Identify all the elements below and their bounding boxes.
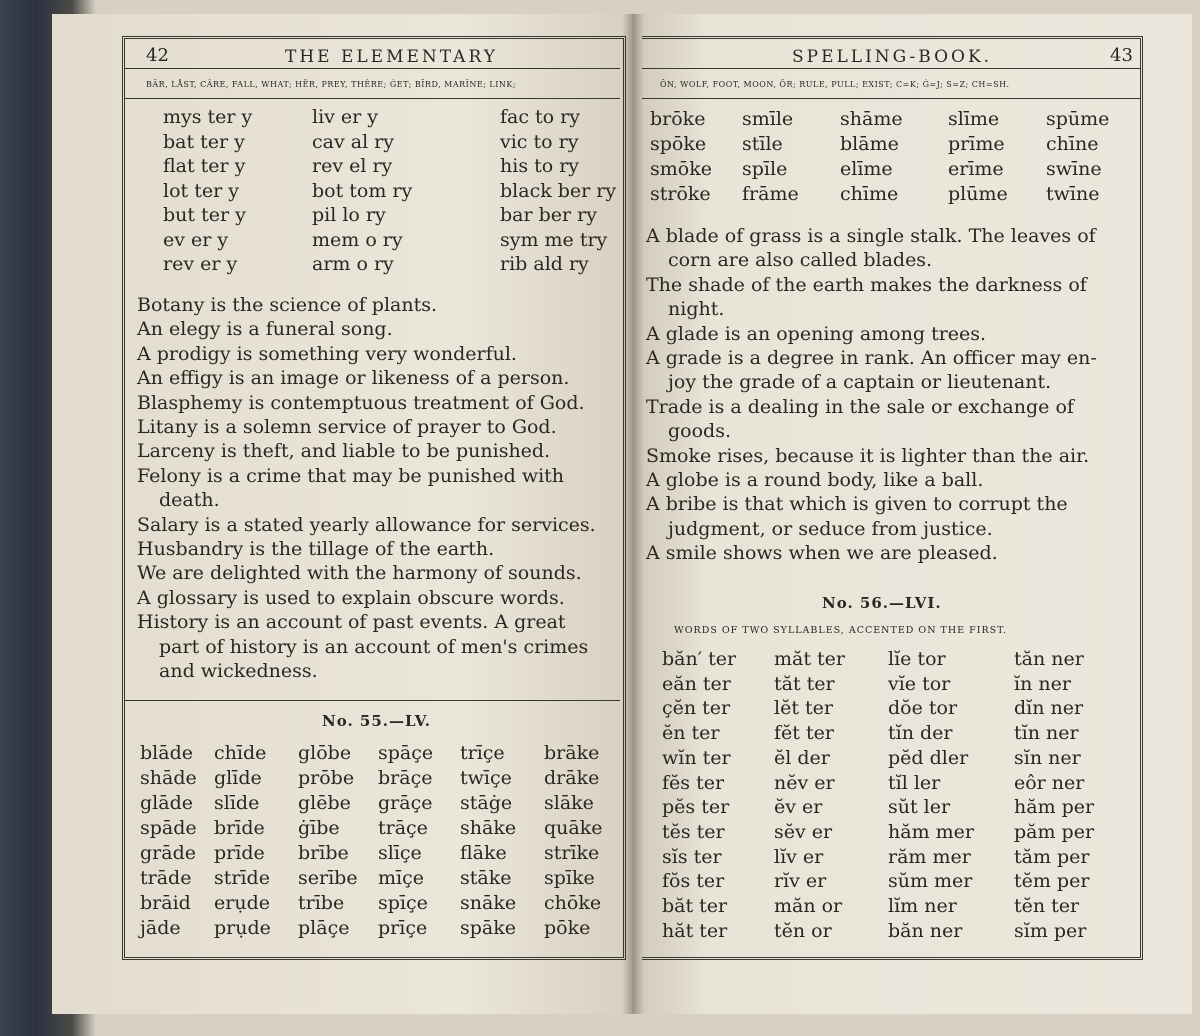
right-page-number: 43 — [1110, 45, 1133, 66]
sentence-line: An effigy is an image or likeness of a person. — [137, 367, 570, 390]
lesson-word: tĭl ler — [888, 771, 941, 794]
word-cell: frāme — [742, 183, 799, 205]
lesson-word: sŭm mer — [888, 870, 973, 893]
lesson-word: sĭs ter — [662, 845, 722, 868]
word-cell: chīme — [840, 183, 899, 205]
left-running-head: THE ELEMENTARY — [285, 47, 498, 67]
word-cell: mem o ry — [312, 228, 403, 251]
sentence-line: The shade of the earth makes the darkness of — [646, 273, 1087, 296]
word-cell: mys ter y — [163, 106, 253, 128]
word-cell: smōke — [650, 158, 712, 180]
word-cell: his to ry — [500, 155, 580, 177]
sentence-line: Salary is a stated yearly allowance for services. — [137, 513, 596, 536]
lesson-word: chōke — [544, 892, 602, 914]
word-cell: stīle — [742, 133, 783, 155]
word-cell: but ter y — [163, 204, 246, 226]
word-cell: twīne — [1046, 183, 1100, 205]
right-key-rule — [642, 98, 1140, 99]
lesson-word: çĕn ter — [662, 697, 731, 720]
word-cell: pil lo ry — [312, 204, 386, 226]
word-cell: erīme — [948, 158, 1004, 180]
lesson-word: brāçe — [378, 767, 433, 789]
lesson-word: tĭn der — [888, 722, 953, 745]
sentence-line: Botany is the science of plants. — [137, 294, 438, 316]
lesson-word: lĭv er — [774, 845, 824, 868]
sentence-line: A bribe is that which is given to corrupt the — [646, 493, 1068, 516]
sentence-line: Husbandry is the tillage of the earth. — [137, 538, 495, 560]
lesson-word: eôr ner — [1014, 771, 1085, 794]
word-cell: rev el ry — [312, 155, 393, 177]
sentence-line: Felony is a crime that may be punished with — [137, 464, 565, 487]
sentence-line: Litany is a solemn service of prayer to God. — [137, 416, 557, 438]
sentence-line: History is an account of past events. A great — [137, 611, 566, 634]
lesson-word: quāke — [544, 817, 603, 839]
word-cell: spūme — [1046, 108, 1110, 130]
sentence-line: Larceny is theft, and liable to be punished. — [137, 440, 551, 463]
lesson-word: brībe — [298, 842, 349, 864]
lesson-word: shāde — [140, 767, 197, 789]
lesson-word: spāde — [140, 817, 197, 839]
lesson-word: tĕn ter — [1014, 895, 1080, 917]
lesson-word: hăm per — [1014, 796, 1095, 819]
lesson-word: vĭe tor — [888, 672, 951, 695]
sentence-line: Trade is a dealing in the sale or exchange of — [646, 395, 1074, 418]
lesson-word: tăn ner — [1014, 648, 1084, 670]
word-cell: chīne — [1046, 133, 1099, 155]
word-cell: bar ber ry — [500, 204, 597, 226]
lesson-word: lĕt ter — [774, 697, 833, 720]
sentence-line: judgment, or seduce from justice. — [668, 517, 993, 540]
lesson-word: chīde — [214, 742, 267, 764]
lesson-word: ĭn ner — [1014, 672, 1071, 695]
lesson-word: sĭm per — [1014, 919, 1087, 942]
lesson-word: flāke — [460, 842, 507, 864]
right-header-rule — [642, 68, 1140, 69]
lesson-word: shāke — [460, 817, 517, 839]
word-cell: rib ald ry — [500, 253, 589, 275]
sentence-line: death. — [159, 489, 220, 512]
lesson-word: fĕt ter — [774, 722, 834, 745]
sentence-line: A grade is a degree in rank. An officer may en- — [646, 347, 1097, 369]
lesson-word: mīçe — [378, 867, 424, 889]
right-section-subtitle: WORDS OF TWO SYLLABLES, ACCENTED ON THE FIRST. — [674, 625, 1008, 636]
lesson-word: sŭt ler — [888, 796, 951, 819]
word-cell: spīle — [742, 158, 788, 180]
sentence-line: and wickedness. — [159, 660, 318, 682]
lesson-word: trāde — [140, 867, 192, 889]
lesson-word: blāde — [140, 742, 193, 764]
word-cell: spōke — [650, 133, 707, 155]
lesson-word: stāġe — [460, 792, 513, 814]
word-cell: arm o ry — [312, 253, 394, 275]
lesson-word: prụde — [214, 917, 271, 939]
word-cell: prīme — [948, 133, 1005, 155]
word-cell: fac to ry — [500, 106, 580, 128]
lesson-word: pōke — [544, 917, 591, 939]
word-cell: elīme — [840, 158, 893, 180]
lesson-word: grāçe — [378, 792, 433, 814]
word-cell: vic to ry — [500, 130, 579, 153]
lesson-word: prōbe — [298, 767, 355, 789]
lesson-word: fĕs ter — [662, 771, 725, 794]
lesson-word: glīde — [214, 767, 262, 789]
word-cell: liv er y — [312, 106, 379, 128]
left-header-rule — [125, 68, 620, 69]
lesson-word: păm per — [1014, 820, 1095, 843]
left-key-rule — [125, 98, 620, 99]
sentence-line: joy the grade of a captain or lieutenant. — [668, 371, 1052, 394]
lesson-word: dŏe tor — [888, 697, 958, 720]
lesson-word: măn or — [774, 895, 843, 917]
lesson-word: slāke — [544, 792, 594, 814]
lesson-word: tăt ter — [774, 672, 835, 695]
sentence-line: goods. — [668, 420, 731, 443]
lesson-word: ġībe — [298, 817, 340, 839]
lesson-word: glōbe — [298, 742, 352, 764]
lesson-word: măt ter — [774, 648, 845, 670]
sentence-line: part of history is an account of men's crimes — [159, 635, 589, 658]
lesson-word: spīçe — [378, 892, 428, 914]
lesson-word: sĭn ner — [1014, 746, 1081, 769]
lesson-word: lĭm ner — [888, 895, 957, 917]
word-cell: flat ter y — [163, 155, 246, 177]
lesson-word: pĕd dler — [888, 746, 969, 769]
word-cell: rev er y — [163, 253, 238, 275]
lesson-word: trībe — [298, 892, 345, 914]
lesson-word: răm mer — [888, 845, 971, 868]
lesson-word: dĭn ner — [1014, 697, 1084, 720]
lesson-word: hăm mer — [888, 820, 974, 843]
lesson-word: prīde — [214, 842, 265, 864]
word-cell: shāme — [840, 108, 903, 130]
word-cell: blāme — [840, 133, 899, 155]
lesson-word: tăm per — [1014, 845, 1090, 868]
lesson-word: tĭn ner — [1014, 722, 1079, 745]
word-cell: smīle — [742, 108, 794, 130]
lesson-word: stāke — [460, 867, 512, 889]
lesson-word: serībe — [298, 867, 358, 889]
lesson-word: nĕv er — [774, 771, 835, 794]
lesson-word: strīde — [214, 867, 270, 889]
lesson-word: grāde — [140, 842, 196, 864]
sentence-line: corn are also called blades. — [668, 249, 933, 272]
word-cell: ev er y — [163, 228, 229, 251]
sentence-line: A prodigy is something very wonderful. — [137, 342, 517, 365]
sentence-line: An elegy is a funeral song. — [137, 318, 393, 341]
lesson-word: pĕs ter — [662, 796, 730, 819]
lesson-word: prīçe — [378, 917, 428, 939]
lesson-word: hăt ter — [662, 919, 728, 942]
lesson-word: jāde — [140, 917, 181, 939]
lesson-word: ĕl der — [774, 746, 830, 769]
word-cell: black ber ry — [500, 179, 617, 202]
right-pronunciation-key: ÔN, WOLF, FOOT, MOON, ÔR; RULE, PULL; EXIST; C=K; Ġ=J; S=Z; CH=SH. — [660, 80, 1010, 89]
sentence-line: We are delighted with the harmony of sounds. — [137, 562, 582, 585]
sentence-line: Blasphemy is contemptuous treatment of God. — [137, 391, 585, 414]
right-running-head: SPELLING-BOOK. — [792, 47, 993, 67]
lesson-word: glēbe — [298, 792, 351, 814]
lesson-word: brīde — [214, 817, 265, 839]
lesson-word: wĭn ter — [662, 746, 731, 769]
lesson-word: slīçe — [378, 842, 422, 864]
lesson-word: snāke — [460, 892, 517, 914]
lesson-word: spāke — [460, 917, 516, 939]
sentence-line: A glade is an opening among trees. — [646, 322, 987, 345]
sentence-line: night. — [668, 298, 725, 321]
word-cell: lot ter y — [163, 179, 239, 202]
lesson-word: drāke — [544, 767, 600, 789]
word-cell: sym me try — [500, 228, 608, 251]
word-cell: bat ter y — [163, 130, 245, 153]
sentence-line: A smile shows when we are pleased. — [646, 542, 998, 565]
lesson-word: ĕv er — [774, 796, 823, 819]
left-section-title: No. 55.—LV. — [322, 712, 431, 730]
lesson-word: glāde — [140, 792, 193, 814]
lesson-word: tĕn or — [774, 919, 832, 942]
lesson-word: spīke — [544, 867, 595, 889]
word-cell: bot tom ry — [312, 179, 413, 202]
lesson-word: lĭe tor — [888, 648, 946, 670]
word-cell: swīne — [1046, 158, 1102, 180]
word-cell: cav al ry — [312, 130, 395, 153]
sentence-line: Smoke rises, because it is lighter than the air. — [646, 444, 1090, 467]
lesson-word: băn′ ter — [662, 648, 737, 670]
lesson-word: tĕs ter — [662, 820, 725, 843]
lesson-word: fŏs ter — [662, 870, 725, 893]
sentence-line: A blade of grass is a single stalk. The leaves of — [646, 225, 1096, 247]
lesson-word: tĕm per — [1014, 870, 1090, 893]
lesson-word: twīçe — [460, 767, 512, 789]
word-cell: slīme — [948, 108, 1000, 130]
lesson-word: rĭv er — [774, 870, 827, 893]
lesson-word: strīke — [544, 842, 600, 864]
left-pronunciation-key: BÄR, LÅST, CÂRE, FALL, WHAT; HĒR, PREY, THÊRE; ĠET; BĨRD, MARÏNE; LINK; — [146, 80, 517, 89]
word-cell: plūme — [948, 183, 1008, 205]
lesson-word: brāke — [544, 742, 600, 764]
lesson-word: băt ter — [662, 895, 728, 917]
lesson-word: brāid — [140, 892, 191, 914]
lesson-word: trīçe — [460, 742, 505, 764]
lesson-word: plāçe — [298, 917, 350, 939]
lesson-word: spāçe — [378, 742, 434, 764]
word-cell: brōke — [650, 108, 706, 130]
sentence-line: A globe is a round body, like a ball. — [646, 469, 984, 491]
sentence-line: A glossary is used to explain obscure words. — [137, 586, 565, 609]
lesson-word: ĕn ter — [662, 722, 720, 745]
word-cell: strōke — [650, 183, 711, 205]
lesson-word: erụde — [214, 892, 270, 914]
left-page-number: 42 — [146, 45, 169, 66]
lesson-word: băn ner — [888, 919, 963, 942]
right-section-title: No. 56.—LVI. — [822, 594, 942, 612]
lesson-word: slīde — [214, 792, 260, 814]
left-section-rule — [125, 700, 620, 701]
lesson-word: trāçe — [378, 817, 428, 839]
lesson-word: sĕv er — [774, 820, 833, 843]
lesson-word: eăn ter — [662, 672, 731, 695]
